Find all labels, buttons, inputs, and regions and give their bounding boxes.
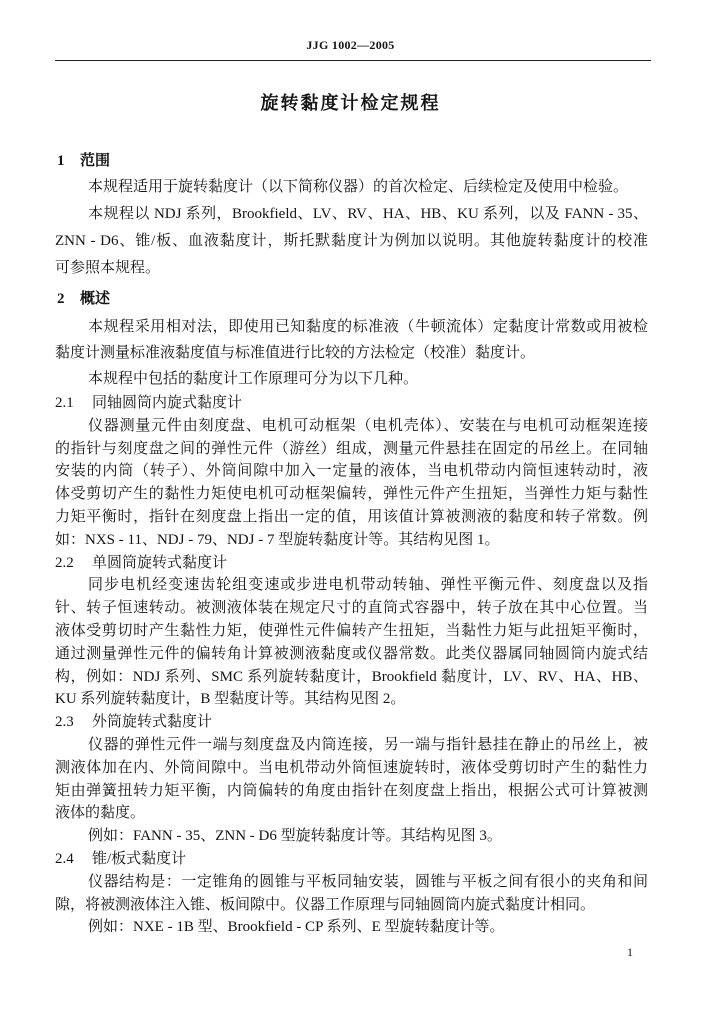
paragraph-line: 测液体加在内、外筒间隙中。当电机带动外筒恒速旋转时，液体受剪切时产生的黏性力 — [55, 759, 648, 776]
paragraph-line: 通过测量弹性元件的偏转角计算被测液黏度或仪器常数。此类仪器属同轴圆筒内旋式结 — [55, 645, 648, 662]
subsection-2-4 — [55, 848, 648, 939]
header-rule — [55, 60, 651, 61]
paragraph-line: 例如：FANN - 35、ZNN - D6 型旋转黏度计等。其结构见图 3。 — [88, 828, 502, 845]
subsection-number: 2.2 — [55, 554, 74, 571]
paragraph-line: 仪器的弹性元件一端与刻度盘及内筒连接，另一端与指针悬挂在静止的吊丝上，被 — [88, 736, 648, 753]
paragraph-line: 可参照本规程。 — [55, 260, 161, 276]
subsection-number: 2.3 — [55, 714, 74, 731]
paragraph-line: 例如：NXE - 1B 型、Brookfield - CP 系列、E 型旋转黏度计等。 — [88, 919, 505, 936]
subsection-heading — [55, 848, 648, 871]
paragraph-line: 矩由弹簧扭转力矩平衡，内筒偏转的角度由指针在刻度盘上指出，根据公式可计算被测 — [55, 782, 648, 799]
paragraph-line: 的指针与刻度盘之间的弹性元件（游丝）组成，测量元件悬挂在固定的吊丝上。在同轴 — [55, 440, 648, 457]
section-title: 范围 — [80, 151, 111, 169]
subsection-2-2 — [55, 552, 648, 712]
paragraph-line: 力矩平衡时，指针在刻度盘上指出一定的值，用该值计算被测液的黏度和转子常数。例 — [55, 508, 648, 525]
running-header-doc-code: JJG 1002—2005 — [306, 38, 395, 52]
paragraph — [55, 314, 648, 366]
paragraph — [55, 916, 648, 939]
paragraph-line: 本规程以 NDJ 系列，Brookfield、LV、RV、HA、HB、KU 系列，以及 FANN - 35、 — [88, 206, 648, 222]
subsection-title: 同轴圆筒内旋式黏度计 — [92, 395, 243, 411]
subsection-number: 2.1 — [55, 395, 74, 411]
paragraph-line: 黏度计测量标准液黏度值与标准值进行比较的方法检定（校准）黏度计。 — [55, 345, 536, 361]
paragraph — [55, 825, 648, 848]
subsection-title: 锥/板式黏度计 — [92, 850, 187, 867]
subsection-number: 2.4 — [55, 850, 74, 867]
paragraph-line: 体受剪切产生的黏性力矩使电机可动框架偏转，弹性元件产生扭矩，当弹性力矩与黏性 — [55, 486, 648, 503]
section-heading — [55, 282, 648, 314]
subsection-heading — [55, 392, 648, 415]
document-title: 旋转黏度计检定规程 — [260, 93, 441, 113]
paragraph-line: 安装的内筒（转子）、外筒间隙中加入一定量的液体，当电机带动内筒恒速转动时，液 — [55, 463, 648, 480]
paragraph-line: 液体受剪切时产生黏性力矩，使弹性元件偏转产生扭矩，当黏性力矩与此扭矩平衡时， — [55, 622, 648, 639]
paragraph-line: 仪器测量元件由刻度盘、电机可动框架（电机壳体）、安装在与电机可动框架连接 — [88, 417, 648, 434]
paragraph — [55, 415, 648, 552]
paragraph-line: KU 系列旋转黏度计，B 型黏度计等。其结构见图 2。 — [55, 691, 406, 708]
section-number: 2 — [57, 291, 65, 307]
paragraph-line: 同步电机经变速齿轮组变速或步进电机带动转轴、弹性平衡元件、刻度盘以及指 — [88, 577, 648, 594]
paragraph-line: 本规程采用相对法，即使用已知黏度的标准液（牛顿流体）定黏度计常数或用被检 — [88, 319, 648, 335]
section-overview — [55, 282, 648, 939]
document-body — [55, 147, 648, 939]
section-title: 概述 — [80, 289, 111, 307]
paragraph-line: 针、转子恒速转动。被测液体装在规定尺寸的直筒式容器中，转子放在其中心位置。当 — [55, 600, 648, 617]
paragraph-line: 如：NXS - 11、NDJ - 79、NDJ - 7 型旋转黏度计等。其结构见图 1。 — [55, 531, 500, 548]
section-number: 1 — [57, 153, 65, 169]
subsection-heading — [55, 711, 648, 734]
paragraph — [55, 201, 648, 282]
paragraph-line: 液体的黏度。 — [55, 805, 146, 822]
paragraph-line: 构，例如：NDJ 系列、SMC 系列旋转黏度计，Brookfield 黏度计，LV、RV、HA、HB、 — [55, 668, 648, 685]
section-heading — [55, 147, 648, 174]
paragraph — [55, 734, 648, 825]
paragraph-line: 仪器结构是：一定锥角的圆锥与平板同轴安装，圆锥与平板之间有很小的夹角和间 — [88, 873, 648, 890]
subsection-title: 外筒旋转式黏度计 — [92, 714, 213, 731]
subsection-2-3 — [55, 711, 648, 848]
paragraph-line: ZNN - D6、锥/板、血液黏度计，斯托默黏度计为例加以说明。其他旋转黏度计的校准 — [55, 233, 648, 249]
page-number: 1 — [627, 945, 633, 959]
paragraph-line: 本规程中包括的黏度计工作原理可分为以下几种。 — [88, 371, 419, 387]
paragraph — [55, 174, 648, 201]
paragraph-line: 本规程适用于旋转黏度计（以下简称仪器）的首次检定、后续检定及使用中检验。 — [88, 179, 629, 195]
subsection-title: 单圆筒旋转式黏度计 — [92, 554, 228, 571]
paragraph-line: 隙，将被测液体注入锥、板间隙中。仪器工作原理与同轴圆筒内旋式黏度计相同。 — [55, 896, 596, 913]
subsection-heading — [55, 552, 648, 575]
subsection-2-1 — [55, 392, 648, 552]
paragraph — [55, 574, 648, 711]
section-scope — [55, 147, 648, 282]
paragraph — [55, 871, 648, 917]
paragraph — [55, 366, 648, 392]
